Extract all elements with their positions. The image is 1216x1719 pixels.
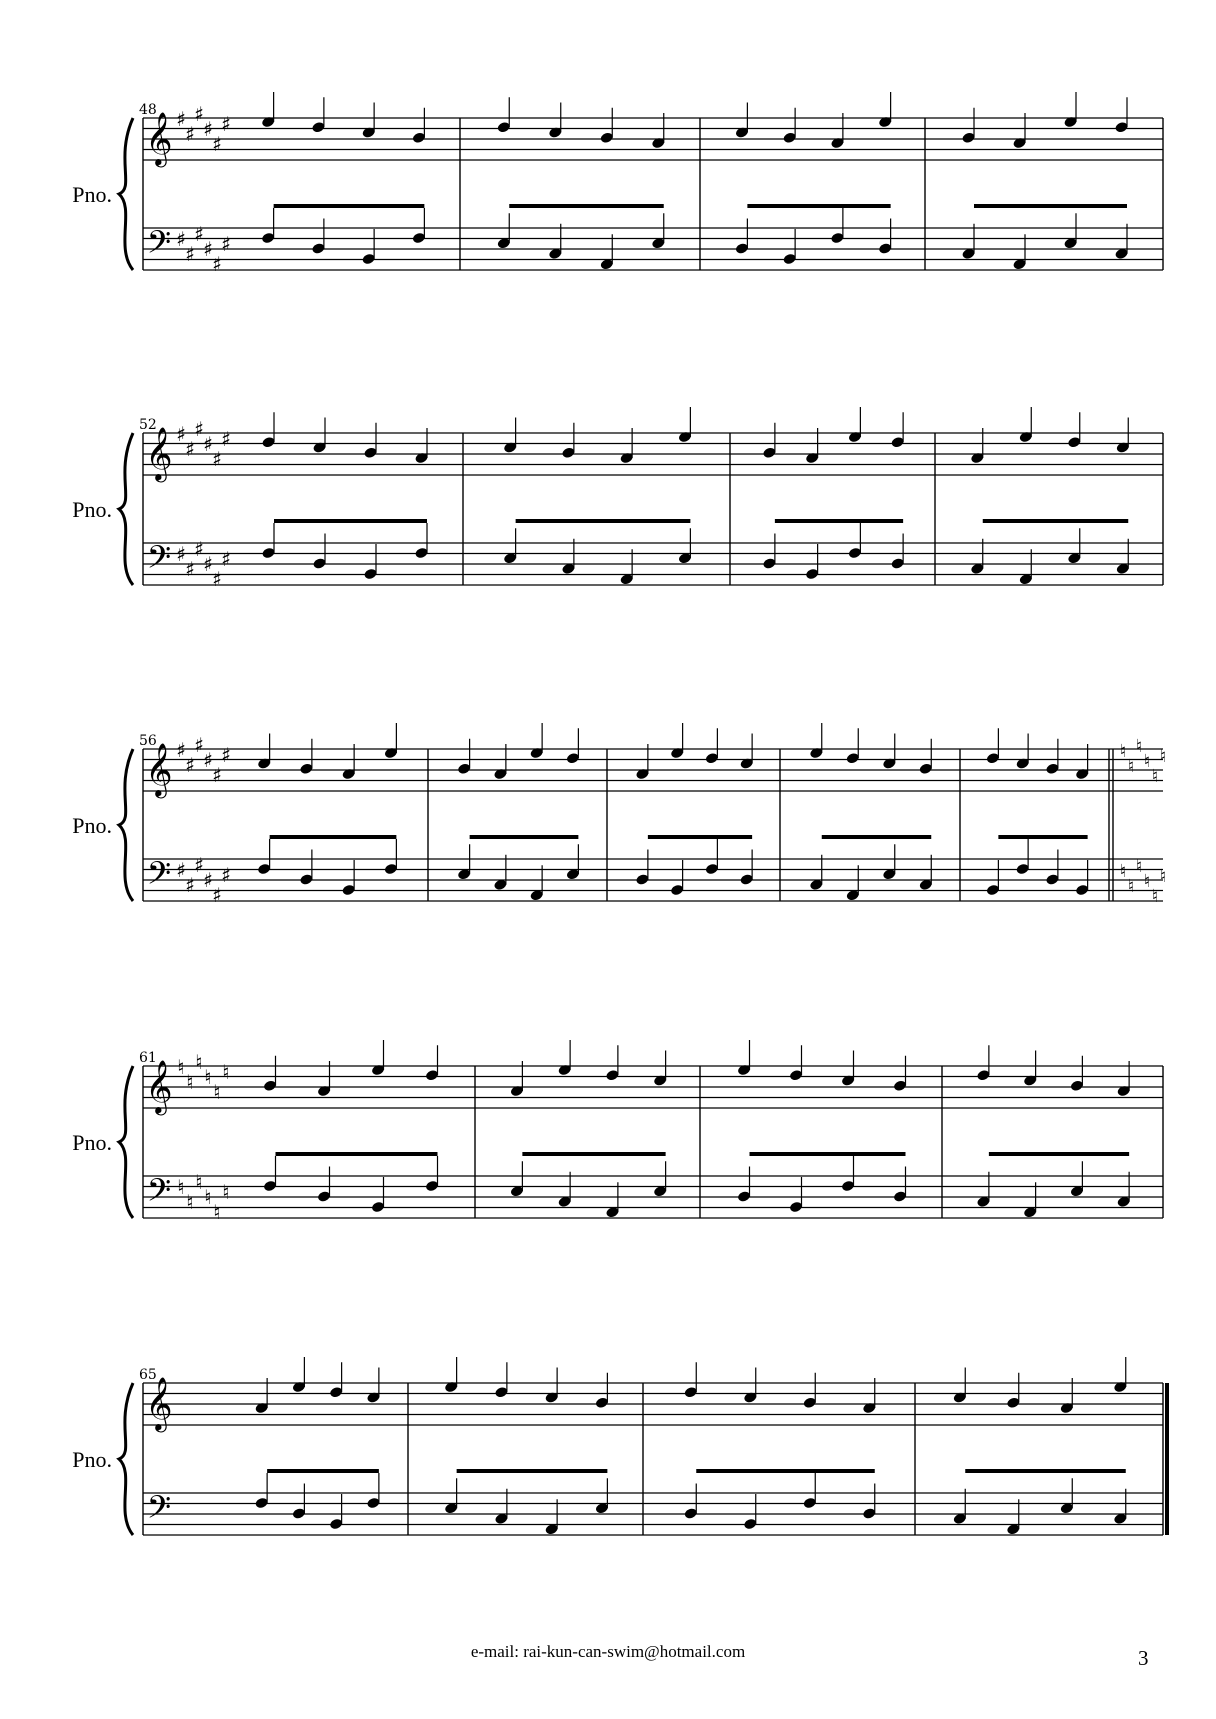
page-number: 3	[1138, 1646, 1149, 1670]
sharp-icon: ♯	[194, 102, 204, 126]
natural-icon: ♮	[1151, 886, 1159, 907]
natural-icon: ♮	[222, 1060, 230, 1084]
natural-icon: ♮	[1151, 766, 1159, 787]
brace	[119, 1066, 133, 1218]
staff-system	[72, 723, 1166, 907]
sharp-icon: ♯	[203, 237, 213, 261]
sharp-icon: ♯	[212, 447, 222, 471]
natural-icon: ♮	[1119, 741, 1127, 762]
natural-icon: ♮	[213, 1080, 221, 1104]
brace	[119, 433, 133, 585]
staff-system	[72, 1357, 1167, 1536]
sharp-icon: ♯	[194, 222, 204, 246]
treble-clef: 𝄞	[145, 111, 173, 165]
natural-icon: ♮	[1135, 736, 1143, 757]
treble-clef: 𝄞	[145, 426, 173, 480]
sharp-icon: ♯	[221, 743, 231, 767]
sharp-icon: ♯	[221, 547, 231, 571]
treble-clef: 𝄞	[145, 742, 173, 796]
natural-icon: ♮	[177, 1175, 185, 1199]
sharp-icon: ♯	[212, 567, 222, 591]
natural-icon: ♮	[195, 1050, 203, 1074]
sharp-icon: ♯	[176, 422, 186, 446]
instrument-label: Pno.	[72, 497, 112, 522]
staff-system	[72, 92, 1163, 276]
sharp-icon: ♯	[176, 227, 186, 251]
footer-email: e-mail: rai-kun-can-swim@hotmail.com	[470, 1642, 746, 1661]
sharp-icon: ♯	[212, 883, 222, 907]
treble-clef: 𝄞	[145, 1059, 173, 1113]
measure-number: 56	[139, 733, 157, 749]
brace	[119, 749, 133, 901]
natural-icon: ♮	[1159, 866, 1167, 887]
natural-icon: ♮	[177, 1055, 185, 1079]
sharp-icon: ♯	[185, 753, 195, 777]
bass-clef: 𝄢	[146, 855, 172, 899]
measure-number: 52	[139, 417, 157, 433]
brace	[119, 1383, 133, 1535]
sharp-icon: ♯	[194, 537, 204, 561]
sharp-icon: ♯	[185, 242, 195, 266]
bass-clef: 𝄢	[146, 224, 172, 268]
treble-clef: 𝄞	[145, 1376, 173, 1430]
natural-icon: ♮	[195, 1170, 203, 1194]
bass-clef: 𝄢	[146, 1172, 172, 1216]
natural-icon: ♮	[204, 1065, 212, 1089]
sharp-icon: ♯	[176, 858, 186, 882]
instrument-label: Pno.	[72, 182, 112, 207]
natural-icon: ♮	[186, 1070, 194, 1094]
brace	[119, 118, 133, 270]
measure-number: 61	[139, 1050, 157, 1066]
sharp-icon: ♯	[221, 232, 231, 256]
sharp-icon: ♯	[185, 557, 195, 581]
sharp-icon: ♯	[221, 427, 231, 451]
sharp-icon: ♯	[176, 107, 186, 131]
sharp-icon: ♯	[221, 112, 231, 136]
sharp-icon: ♯	[194, 853, 204, 877]
sharp-icon: ♯	[194, 733, 204, 757]
natural-icon: ♮	[1127, 756, 1135, 777]
sharp-icon: ♯	[203, 748, 213, 772]
measure-number: 65	[139, 1367, 157, 1383]
sharp-icon: ♯	[194, 417, 204, 441]
sharp-icon: ♯	[185, 437, 195, 461]
natural-icon: ♮	[1143, 751, 1151, 772]
sharp-icon: ♯	[212, 132, 222, 156]
sharp-icon: ♯	[176, 738, 186, 762]
natural-icon: ♮	[1159, 746, 1167, 767]
natural-icon: ♮	[1119, 861, 1127, 882]
natural-icon: ♮	[1143, 871, 1151, 892]
sharp-icon: ♯	[203, 117, 213, 141]
sharp-icon: ♯	[185, 122, 195, 146]
sharp-icon: ♯	[221, 863, 231, 887]
staff-system	[72, 1040, 1163, 1224]
natural-icon: ♮	[213, 1200, 221, 1224]
natural-icon: ♮	[222, 1180, 230, 1204]
natural-icon: ♮	[1127, 876, 1135, 897]
sharp-icon: ♯	[185, 873, 195, 897]
instrument-label: Pno.	[72, 813, 112, 838]
measure-number: 48	[139, 102, 157, 118]
natural-icon: ♮	[204, 1185, 212, 1209]
sharp-icon: ♯	[203, 552, 213, 576]
instrument-label: Pno.	[72, 1130, 112, 1155]
staff-system	[72, 407, 1163, 591]
bass-clef: 𝄢	[146, 539, 172, 583]
natural-icon: ♮	[1135, 856, 1143, 877]
sharp-icon: ♯	[212, 763, 222, 787]
instrument-label: Pno.	[72, 1447, 112, 1472]
sharp-icon: ♯	[203, 868, 213, 892]
natural-icon: ♮	[186, 1190, 194, 1214]
sharp-icon: ♯	[212, 252, 222, 276]
sharp-icon: ♯	[176, 542, 186, 566]
bass-clef: 𝄢	[146, 1489, 172, 1533]
sharp-icon: ♯	[203, 432, 213, 456]
